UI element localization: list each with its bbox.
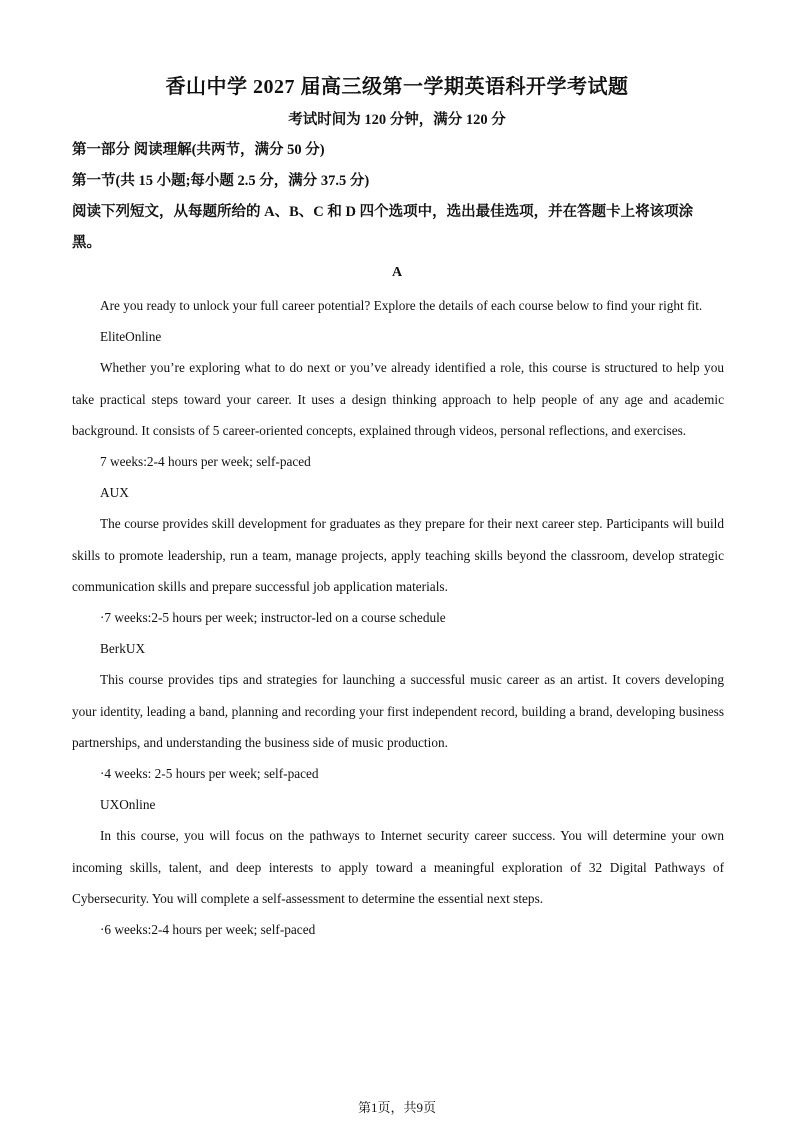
- page-number: 第1页，共9页: [357, 1100, 436, 1115]
- course-details: 7 weeks:2-4 hours per week; self-paced: [100, 454, 311, 470]
- course-description: This course provides tips and strategies for launching a successful music career as an artist. It covers developing your identity, leading a band, planning and recording your first independent record, building a brand, developing business partnerships, and understanding the business side of music production.: [72, 672, 724, 750]
- course-description: Whether you’re exploring what to do next or you’ve already identified a role, this course is structured to help you take practical steps toward your career. It uses a design thinking approach to help people of any age and academic background. It consists of 5 career-oriented concepts, explained through videos, personal reflections, and exercises.: [72, 360, 724, 438]
- course-name: AUX: [100, 485, 129, 501]
- course-description: The course provides skill development for graduates as they prepare for their next career step. Participants will build skills to promote leadership, run a team, manage projects, apply teaching skills beyond the classroom, develop strategic communication skills and prepare successful job application materials.: [72, 516, 724, 594]
- course-description: In this course, you will focus on the pathways to Internet security career success. You will determine your own incoming skills, talent, and deep interests to apply toward a meaningful exploration of 32 Digital Pathways of Cybersecurity. You will complete a self-assessment to determine the essential next steps.: [72, 828, 724, 906]
- course-name: EliteOnline: [100, 329, 162, 345]
- directions-text: 阅读下列短文，从每题所给的 A、B、C 和 D 四个选项中，选出最佳选项，并在答题卡上将该项涂黑。: [72, 204, 694, 251]
- course-name: BerkUX: [100, 641, 146, 657]
- exam-time-info: 考试时间为 120 分钟，满分 120 分: [288, 112, 506, 128]
- course-details: ·7 weeks:2-5 hours per week; instructor-led on a course schedule: [100, 610, 446, 626]
- passage-body: [72, 290, 724, 945]
- course-details: ·4 weeks: 2-5 hours per week; self-paced: [100, 766, 319, 782]
- passage-letter: A: [391, 265, 403, 280]
- course-details: ·6 weeks:2-4 hours per week; self-paced: [100, 922, 316, 938]
- section-heading: 第一节(共 15 小题;每小题 2.5 分，满分 37.5 分): [72, 173, 370, 189]
- exam-title: 香山中学 2027 届高三级第一学期英语科开学考试题: [165, 76, 629, 98]
- part-heading: 第一部分 阅读理解(共两节，满分 50 分): [72, 142, 325, 158]
- passage-intro: Are you ready to unlock your full career potential? Explore the details of each course below to find your right fit.: [100, 298, 703, 313]
- course-name: UXOnline: [100, 797, 156, 813]
